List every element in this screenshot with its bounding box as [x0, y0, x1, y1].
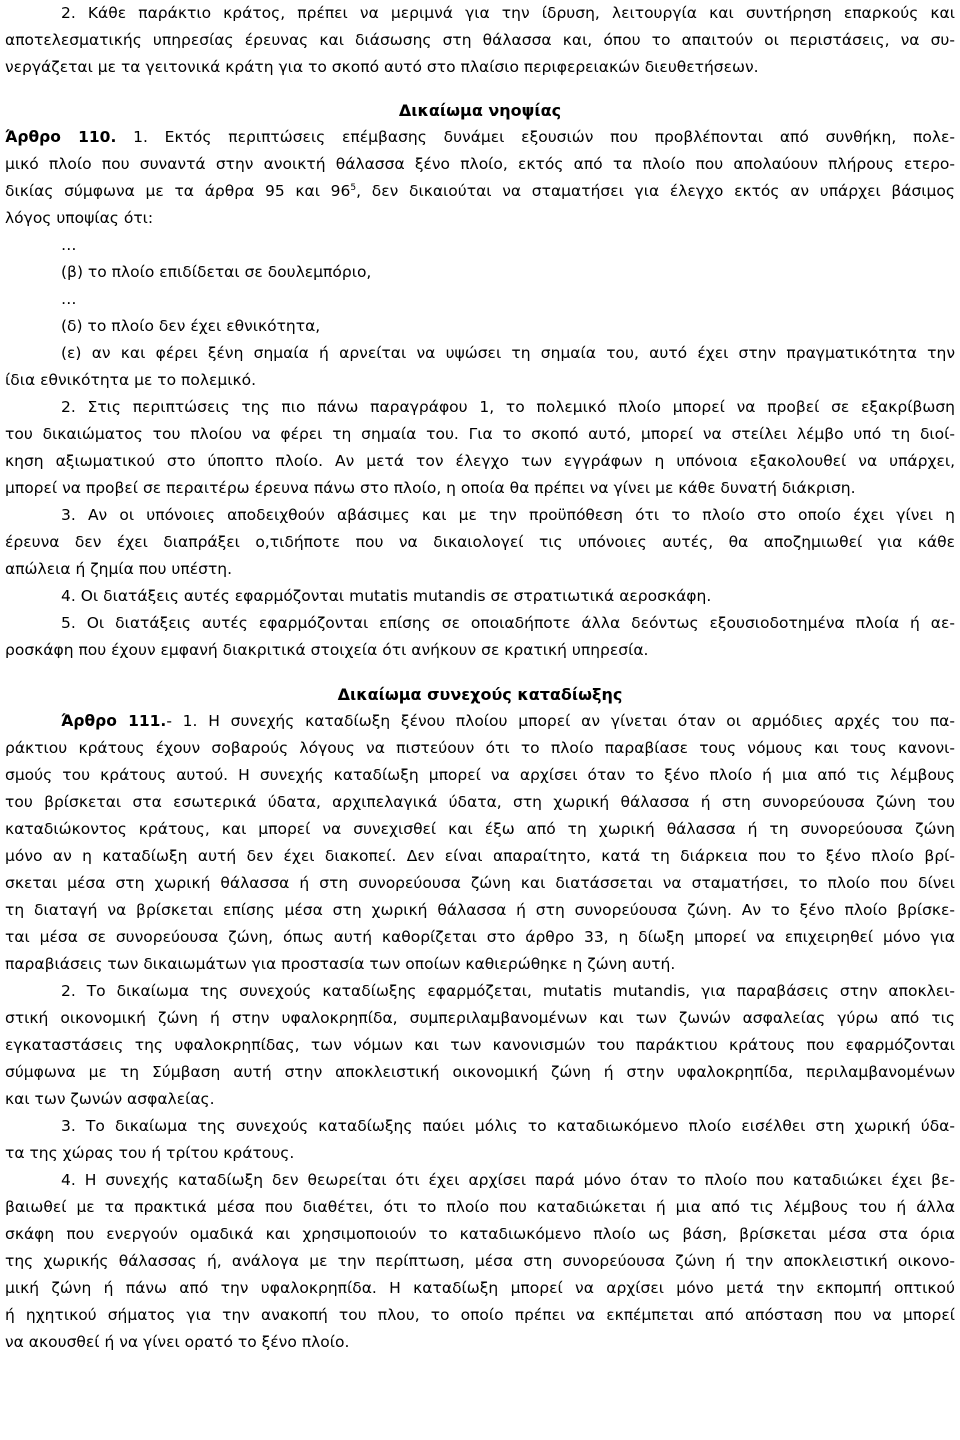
para-line: και των ζωνών ασφαλείας. [5, 1090, 215, 1108]
list-item-e: (ε) αν και φέρει ξένη σημαία ή αρνείται να υψώσει τη σημαία του, αυτό έχει στην πραγματικότητα την [61, 344, 955, 362]
para-line: 5. Οι διατάξεις αυτές εφαρμόζονται επίσης σε οποιαδήποτε άλλα δεόντως εξουσιοδοτημένα πλοία ή αε- [61, 614, 955, 632]
para-line: σύμφωνα με τη Σύμβαση αυτή στην αποκλειστική οικονομική ζώνη ή στην υφαλοκρηπίδα, περιλαμβανομένων [5, 1063, 955, 1081]
para-line: νεργάζεται με τα γειτονικά κράτη για το σκοπό αυτό στο πλαίσιο περιφερειακών διευθετήσεων. [5, 58, 759, 76]
para-line: 2. Το δικαίωμα της συνεχούς καταδίωξης εφαρμόζεται, mutatis mutandis, για παραβάσεις στην αποκλει- [61, 982, 955, 1000]
para-line: τα της χώρας του ή τρίτου κράτους. [5, 1144, 295, 1162]
para-line: στική οικονομική ζώνη ή στην υφαλοκρηπίδα, συμπεριλαμβανομένων και των ζωνών ασφαλείας γύρω από τις [5, 1009, 955, 1027]
article-111-text: - 1. Η συνεχής καταδίωξη ξένου πλοίου μπορεί αν γίνεται όταν οι αρμόδιες αρχές του πα- [166, 712, 955, 730]
para-line: ται μέσα σε συνορεύουσα ζώνη, όπως αυτή καθορίζεται στο άρθρο 33, η δίωξη μπορεί να επιχειρηθεί μόνο για [5, 928, 955, 946]
para-line: παραβιάσεις των δικαιωμάτων για προστασία των οποίων καθιερώθηκε η ζώνη αυτή. [5, 955, 676, 973]
para-line: κηση αξιωματικού στο ύποπτο πλοίο. Αν μετά τον έλεγχο των εγγράφων η υπόνοια εξακολουθεί να υπάρχει, [5, 452, 955, 470]
para-line: ή ηχητικού σήματος για την ανακοπή του πλου, το οποίο πρέπει να εκπέμπεται από απόσταση που να μπορεί [5, 1306, 955, 1324]
para-line: λόγος υποψίας ότι: [5, 209, 154, 227]
para-line: 2. Στις περιπτώσεις της πιο πάνω παραγράφου 1, το πολεμικό πλοίο μπορεί να προβεί σε εξακρίβωση [61, 398, 955, 416]
para-line: απώλεια ή ζημία που υπέστη. [5, 560, 233, 578]
para-line: μόνο αν η καταδίωξη αυτή δεν έχει διακοπεί. Δεν είναι απαραίτητο, κατά τη διάρκεια που το ξένο πλοίο βρί- [5, 847, 955, 865]
para-line: αποτελεσματικής υπηρεσίας έρευνας και διάσωσης στη θάλασσα και, όπου το απαιτούν οι περιστάσεις, να συ- [5, 31, 955, 49]
para-line: εγκαταστάσεις της υφαλοκρηπίδας, των νόμων και των κανονισμών του παράκτιου κράτους που εφαρμόζονται [5, 1036, 955, 1054]
ellipsis: … [61, 236, 77, 254]
para-line: 2. Κάθε παράκτιο κράτος, πρέπει να μεριμνά για την ίδρυση, λειτουργία και συντήρηση επαρκούς και [61, 4, 955, 22]
para-line: τη διαταγή να βρίσκεται επίσης μέσα στη χωρική θάλασσα ή στη συνορεύουσα ζώνη. Αν το ξένο πλοίο βρίσκε- [5, 901, 955, 919]
article-110-label: Άρθρο 110. [5, 128, 117, 146]
para-line: 3. Το δικαίωμα της συνεχούς καταδίωξης παύει μόλις το καταδιωκόμενο πλοίο εισέλθει στη χωρική ύδα- [61, 1117, 955, 1135]
para-line: ίδια εθνικότητα με το πολεμικό. [5, 371, 257, 389]
footnote-area [5, 0, 955, 1440]
para-line: 4. Οι διατάξεις αυτές εφαρμόζονται mutatis mutandis σε στρατιωτικά αεροσκάφη. [61, 587, 712, 605]
para-line: του δικαιώματος του πλοίου να φέρει τη σημαία του. Για το σκοπό αυτό, μπορεί να στείλει λέμβο υπό τη διοί- [5, 425, 955, 443]
section-heading-right-of-visit: Δικαίωμα νηοψίας [398, 101, 562, 120]
text-segment: , δεν δικαιούται να σταματήσει για έλεγχο εκτός αν υπάρχει βάσιμος [356, 182, 955, 200]
para-line: καταδιώκοντος κράτους, και μπορεί να συνεχισθεί και έξω από τη χωρική θάλασσα ή τη συνορεύουσα ζώνη [5, 820, 955, 838]
article-110-text: 1. Εκτός περιπτώσεις επέμβασης δυνάμει εξουσιών που προβλέπονται από συνθήκη, πολε- [116, 128, 955, 146]
para-line: σκάφη που ενεργούν ομαδικά και χρησιμοποιούν το καταδιωκόμενο πλοίο ως βάση, βρίσκεται μέσα στα όρια [5, 1225, 955, 1243]
para-line: να ακουσθεί ή να γίνει ορατό το ξένο πλοίο. [5, 1333, 350, 1351]
section-heading-hot-pursuit: Δικαίωμα συνεχούς καταδίωξης [337, 685, 623, 704]
para-line: μπορεί να προβεί σε περαιτέρω έρευνα πάνω στο πλοίο, η οποία θα πρέπει να γίνει με κάθε δυνατή διάκριση. [5, 479, 856, 497]
para-line: 3. Αν οι υπόνοιες αποδειχθούν αβάσιμες και με την προϋπόθεση ότι το πλοίο στο οποίο έχει γίνει η [61, 506, 955, 524]
text-segment: δικίας σύμφωνα με τα άρθρα 95 και 96 [5, 182, 351, 200]
para-line: βαιωθεί με τα πρακτικά μέσα που διαθέτει, ότι το πλοίο που καταδιώκεται ή μια από τις λέμβους του ή άλλα [5, 1198, 955, 1216]
list-item-d: (δ) το πλοίο δεν έχει εθνικότητα, [61, 317, 321, 335]
para-line: έρευνα δεν έχει διαπράξει ο,τιδήποτε που να δικαιολογεί τις υπόνοιες αυτές, θα αποζημιωθεί για κάθε [5, 533, 955, 551]
para-line: μικό πλοίο που συναντά στην ανοικτή θάλασσα ξένο πλοίο, εκτός από τα πλοίο που απολαύουν πλήρους ετερο- [5, 155, 955, 173]
ellipsis: … [61, 290, 77, 308]
para-line: μική ζώνη ή πάνω από την υφαλοκρηπίδα. Η καταδίωξη μπορεί να αρχίσει μόνο μετά την εκπομπή οπτικού [5, 1279, 955, 1297]
para-line: σμούς του κράτους αυτού. Η συνεχής καταδίωξη μπορεί να αρχίσει όταν το ξένο πλοίο ή μια από τις λέμβους [5, 766, 955, 784]
para-line: ροσκάφη που έχουν εμφανή διακριτικά στοιχεία ότι ανήκουν σε κρατική υπηρεσία. [5, 641, 649, 659]
para-line: του βρίσκεται στα εσωτερικά ύδατα, αρχιπελαγικά ύδατα, στη χωρική θάλασσα ή στη συνορεύουσα ζώνη του [5, 793, 955, 811]
para-line: 4. Η συνεχής καταδίωξη δεν θεωρείται ότι έχει αρχίσει παρά μόνο όταν το πλοίο που καταδιώκει έχει βε- [61, 1171, 955, 1189]
para-line: της χωρικής θάλασσας ή, ανάλογα με την περίπτωση, μέσα στη συνορεύουσα ζώνη ή την αποκλειστική οικονο- [5, 1252, 955, 1270]
footnote-ref: 5 [350, 182, 357, 193]
list-item-b: (β) το πλοίο επιδίδεται σε δουλεμπόριο, [61, 263, 372, 281]
article-111-label: Άρθρο 111. [61, 712, 167, 730]
para-line: ράκτιου κράτους έχουν σοβαρούς λόγους να πιστεύουν ότι το πλοίο παραβίασε τους νόμους και τους κανονι- [5, 739, 955, 757]
para-line: σκεται μέσα στη χωρική θάλασσα ή στη συνορεύουσα ζώνη και διατάσσεται να σταματήσει, το πλοίο που δίνει [5, 874, 955, 892]
